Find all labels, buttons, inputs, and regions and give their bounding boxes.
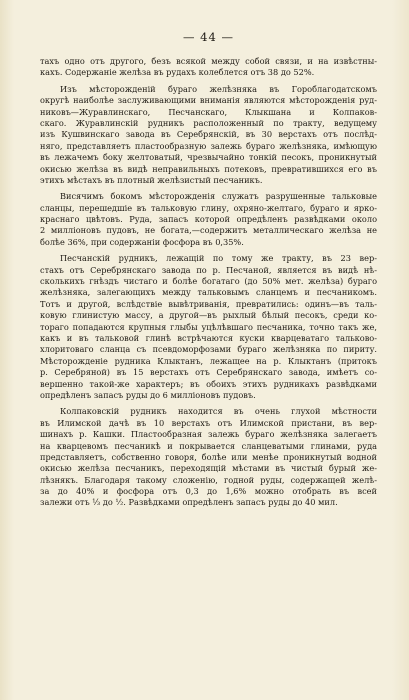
text-line: тораго попадаются крупныя глыбы уцѣлѣвшаго песчаника, точно такъ же, (40, 321, 377, 332)
paragraph-kolpakovsky-mine (40, 406, 377, 509)
text-line: кахъ. Содержаніе желѣза въ рудахъ колеблется отъ 38 до 52%. (40, 67, 315, 78)
paragraph-continuation (40, 56, 377, 79)
text-line: на кварцевомъ песчаникѣ и покрывается сланцеватыми глинами, руда (40, 440, 377, 451)
text-line: въ лежачемъ боку желтоватый, чрезвычайно тонкій песокъ, проникнутый (40, 152, 377, 163)
paragraph-hanging-wall (40, 191, 377, 248)
text-line: лѣзнякъ. Благодаря такому сложенію, годной руды, содержащей желѣ- (40, 474, 377, 485)
text-line: 2 милліоновъ пудовъ, не богата,—содержитъ металлическаго желѣза не (40, 225, 377, 236)
text-line: сланцы, перешедшіе въ тальковую глину, охряно-желтаго, бураго и ярко- (40, 202, 377, 213)
text-line: Тотъ и другой, вслѣдствіе вывѣтриванія, превратились: одинъ—въ таль- (40, 298, 377, 309)
text-line: скаго. Журавлинскій рудникъ расположенный по тракту, ведущему (40, 117, 377, 128)
text-line: ковую глинистую массу, а другой—въ рыхлый бѣлый песокъ, среди ко- (40, 310, 377, 321)
text-line: округѣ наиболѣе заслуживающими вниманія являются мѣсторожденія руд- (40, 95, 377, 106)
text-line: какъ и въ тальковой глинѣ встрѣчаются куски кварцеватаго тальково- (40, 332, 377, 343)
text-line: окисью желѣза въ видѣ неправильныхъ потековъ, превратившихся его въ (40, 163, 377, 174)
text-line: опредѣленъ запасъ руды до 6 милліоновъ пудовъ. (40, 389, 256, 400)
text-line: р. Серебряной) въ 15 верстахъ отъ Серебрянскаго завода, имѣетъ со- (40, 367, 377, 378)
text-line: тахъ одно отъ другого, безъ всякой между собой связи, и на извѣстны- (40, 56, 377, 66)
text-line: этихъ мѣстахъ въ плотный желѣзистый песчаникъ. (40, 174, 263, 185)
text-line: Изъ мѣсторожденій бураго желѣзняка въ Гороблагодатскомъ (60, 83, 377, 94)
text-line: залежи отъ ⅓ до ½. Развѣдками опредѣленъ запасъ руды до 40 мил. (40, 497, 338, 508)
text-line: Колпаковскій рудникъ находится въ очень глухой мѣстности (60, 406, 377, 417)
page-number: — 44 — (183, 30, 234, 44)
text-line: за до 40% и фосфора отъ 0,3 до 1,6% можно отобрать въ всей (40, 486, 377, 497)
paragraph-peschansky-mine (40, 253, 377, 401)
text-line: шинахъ р. Кашки. Пластообразная залежь бураго желѣзняка залегаетъ (40, 429, 377, 440)
text-line: изъ Кушвинскаго завода въ Серебрянскій, въ 30 верстахъ отъ послѣд- (40, 129, 377, 140)
text-line: вершенно такой-же характеръ; въ обоихъ этихъ рудникахъ развѣдками (40, 378, 377, 389)
text-line: въ Илимской дачѣ въ 10 верстахъ отъ Илимской пристани, въ вер- (40, 417, 377, 428)
text-line: Мѣсторожденіе рудника Клыктанъ, лежащее на р. Клыктанъ (притокъ (40, 355, 377, 366)
text-line: хлоритоваго сланца съ псевдоморфозами бураго желѣзняка по пириту. (40, 344, 377, 355)
text-line: болѣе 36%, при содержаніи фосфора въ 0,35%. (40, 236, 244, 247)
text-line: краснаго цвѣтовъ. Руда, запасъ которой опредѣленъ развѣдками около (40, 214, 377, 225)
paragraph-goroblagodat (40, 84, 377, 187)
text-line: представляетъ, собственно говоря, болѣе или менѣе проникнутый водной (40, 451, 377, 462)
text-line: сколькихъ гнѣздъ чистаго и болѣе богатаго (до 50% мет. желѣза) бураго (40, 276, 377, 287)
text-line: желѣзняка, залегающихъ между тальковымъ сланцемъ и песчаникомъ. (40, 287, 377, 298)
text-line: стахъ отъ Серебрянскаго завода по р. Песчаной, является въ видѣ нѣ- (40, 264, 377, 275)
text-line: Песчанскій рудникъ, лежащій по тому же тракту, въ 23 вер- (60, 253, 377, 264)
text-line: няго, представляетъ пластообразную залежь бураго желѣзняка, имѣющую (40, 140, 377, 151)
text-line: никовъ—Журавлинскаго, Песчанскаго, Клыкшана и Колпаков- (40, 106, 377, 117)
text-line: Висячимъ бокомъ мѣсторожденія служатъ разрушенные тальковые (60, 191, 377, 202)
text-line: окисью желѣза песчаникъ, переходящій мѣстами въ чистый бурый же- (40, 463, 377, 474)
